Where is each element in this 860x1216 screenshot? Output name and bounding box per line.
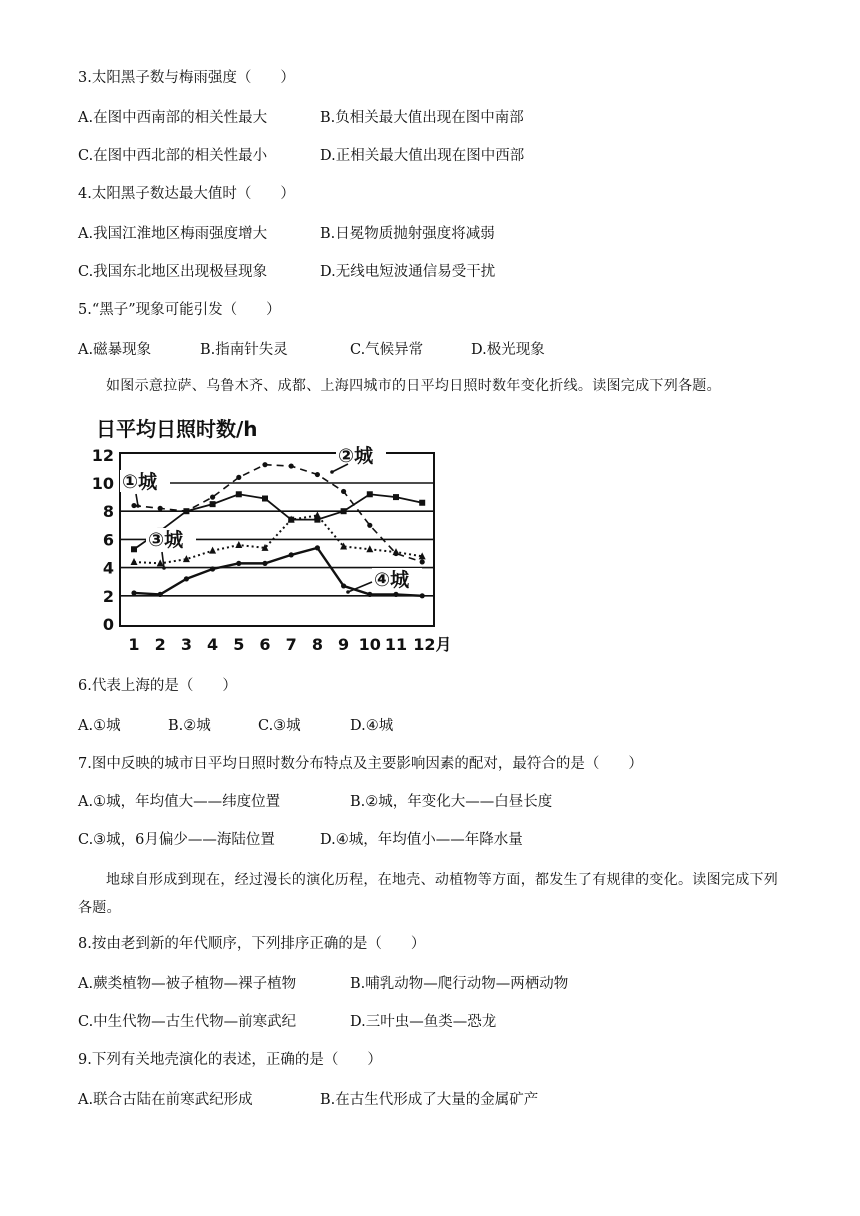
q5-option-c: C.气候异常 (350, 342, 424, 358)
data-point (367, 491, 373, 497)
q8-option-c: C.中生代物—古生代物—前寒武纪 (78, 1014, 297, 1030)
data-point (236, 561, 241, 566)
x-tick-label: 2 (154, 635, 166, 654)
data-point (235, 541, 242, 548)
data-point (262, 496, 268, 502)
q5-option-a: A.磁暴现象 (78, 342, 152, 358)
q8-stem: 8.按由老到新的年代顺序，下列排序正确的是（ ） (78, 936, 426, 952)
data-point (184, 509, 189, 514)
q9-stem: 9.下列有关地壳演化的表述，正确的是（ ） (78, 1052, 382, 1068)
data-point (158, 506, 163, 511)
y-tick-label: 4 (102, 558, 114, 578)
y-tick-label: 10 (91, 474, 114, 493)
q5-stem: 5.“黑子”现象可能引发（ ） (78, 302, 281, 318)
q4-option-b: B.日冕物质抛射强度将减弱 (320, 226, 495, 242)
y-tick-label: 12 (91, 445, 114, 465)
data-point (393, 592, 398, 597)
data-point (131, 590, 136, 595)
q5-option-d: D.极光现象 (471, 342, 545, 358)
q3-option-d: D.正相关最大值出现在图中西部 (320, 148, 525, 164)
x-tick-label: 3 (180, 635, 192, 654)
data-point (366, 545, 373, 552)
q3-stem: 3.太阳黑子数与梅雨强度（ ） (78, 70, 295, 86)
x-tick-label: 6 (259, 635, 271, 654)
data-point (289, 463, 294, 468)
arrow-head (136, 504, 140, 508)
q3-option-b: B.负相关最大值出现在图中南部 (320, 110, 524, 126)
series-label: ②城 (338, 445, 374, 467)
data-point (341, 583, 346, 588)
data-point (184, 576, 189, 581)
data-point (262, 462, 267, 467)
data-point (420, 559, 425, 564)
arrow-head (162, 566, 166, 570)
q6-option-c: C.③城 (258, 718, 301, 734)
data-point (131, 503, 136, 508)
data-point (209, 547, 216, 554)
y-tick-label: 2 (102, 586, 114, 606)
data-point (420, 593, 425, 598)
q3-option-c: C.在图中西北部的相关性最小 (78, 148, 268, 164)
data-point (131, 558, 138, 565)
q4-option-c: C.我国东北地区出现极昼现象 (78, 264, 268, 280)
q8-option-b: B.哺乳动物—爬行动物—两栖动物 (350, 976, 569, 992)
q4-option-a: A.我国江淮地区梅雨强度增大 (78, 226, 268, 242)
series-label: ①城 (122, 471, 158, 493)
q5-option-b: B.指南针失灵 (200, 342, 288, 358)
q3-option-a: A.在图中西南部的相关性最大 (78, 110, 268, 126)
q4-stem: 4.太阳黑子数达最大值时（ ） (78, 186, 295, 202)
q6-option-a: A.①城 (78, 718, 121, 734)
intro-paragraph-2: 地球自形成到现在，经过漫长的演化历程，在地壳、动植物等方面，都发生了有规律的变化。读图完成下列各题。 (78, 872, 779, 916)
q6-stem: 6.代表上海的是（ ） (78, 678, 237, 694)
y-tick-label: 0 (102, 615, 114, 634)
q7-option-a: A.①城，年均值大——纬度位置 (78, 794, 281, 810)
data-point (210, 501, 216, 507)
data-point (315, 472, 320, 477)
y-tick-label: 8 (102, 502, 114, 522)
data-point (393, 548, 400, 555)
leader-arrow (136, 494, 138, 506)
data-point (315, 545, 320, 550)
x-tick-label: 11 (384, 635, 408, 654)
data-point (131, 546, 137, 552)
arrow-head (330, 470, 334, 474)
q8-option-a: A.蕨类植物—被子植物—裸子植物 (78, 976, 297, 992)
q6-option-b: B.②城 (168, 718, 211, 734)
x-tick-label: 1 (128, 635, 140, 654)
q9-option-b: B.在古生代形成了大量的金属矿产 (320, 1092, 539, 1108)
x-tick-label: 8 (311, 635, 323, 654)
data-point (158, 592, 163, 597)
q7-stem: 7.图中反映的城市日平均日照时数分布特点及主要影响因素的配对，最符合的是（ ） (78, 756, 643, 772)
data-point (289, 552, 294, 557)
x-tick-label: 4 (207, 635, 219, 654)
sunshine-hours-chart (86, 406, 456, 656)
data-point (341, 489, 346, 494)
q7-option-d: D.④城，年均值小——年降水量 (320, 832, 523, 848)
data-point (236, 491, 242, 497)
q7-option-c: C.③城，6月偏少——海陆位置 (78, 832, 275, 848)
data-point (419, 500, 425, 506)
x-tick-label: 10 (358, 635, 381, 654)
series-label: ③城 (148, 529, 184, 551)
x-tick-label: 9 (338, 635, 350, 654)
data-point (210, 495, 215, 500)
x-tick-label: 12月 (413, 635, 452, 654)
chart-title: 日平均日照时数/h (96, 417, 258, 441)
intro-paragraph-1: 如图示意拉萨、乌鲁木齐、成都、上海四城市的日平均日照时数年变化折线。读图完成下列各题。 (106, 378, 721, 394)
q9-option-a: A.联合古陆在前寒武纪形成 (78, 1092, 253, 1108)
q7-option-b: B.②城，年变化大——白昼长度 (350, 794, 553, 810)
data-point (236, 475, 241, 480)
arrow-head (346, 590, 350, 594)
q8-option-d: D.三叶虫—鱼类—恐龙 (350, 1014, 497, 1030)
q4-option-d: D.无线电短波通信易受干扰 (320, 264, 496, 280)
data-point (210, 566, 215, 571)
data-point (393, 494, 399, 500)
series-label: ④城 (374, 569, 410, 591)
data-point (367, 523, 372, 528)
q6-option-d: D.④城 (350, 718, 394, 734)
x-tick-label: 7 (285, 635, 297, 654)
data-point (341, 508, 347, 514)
y-tick-label: 6 (102, 530, 114, 550)
data-point (262, 561, 267, 566)
x-tick-label: 5 (233, 635, 245, 654)
data-point (367, 592, 372, 597)
